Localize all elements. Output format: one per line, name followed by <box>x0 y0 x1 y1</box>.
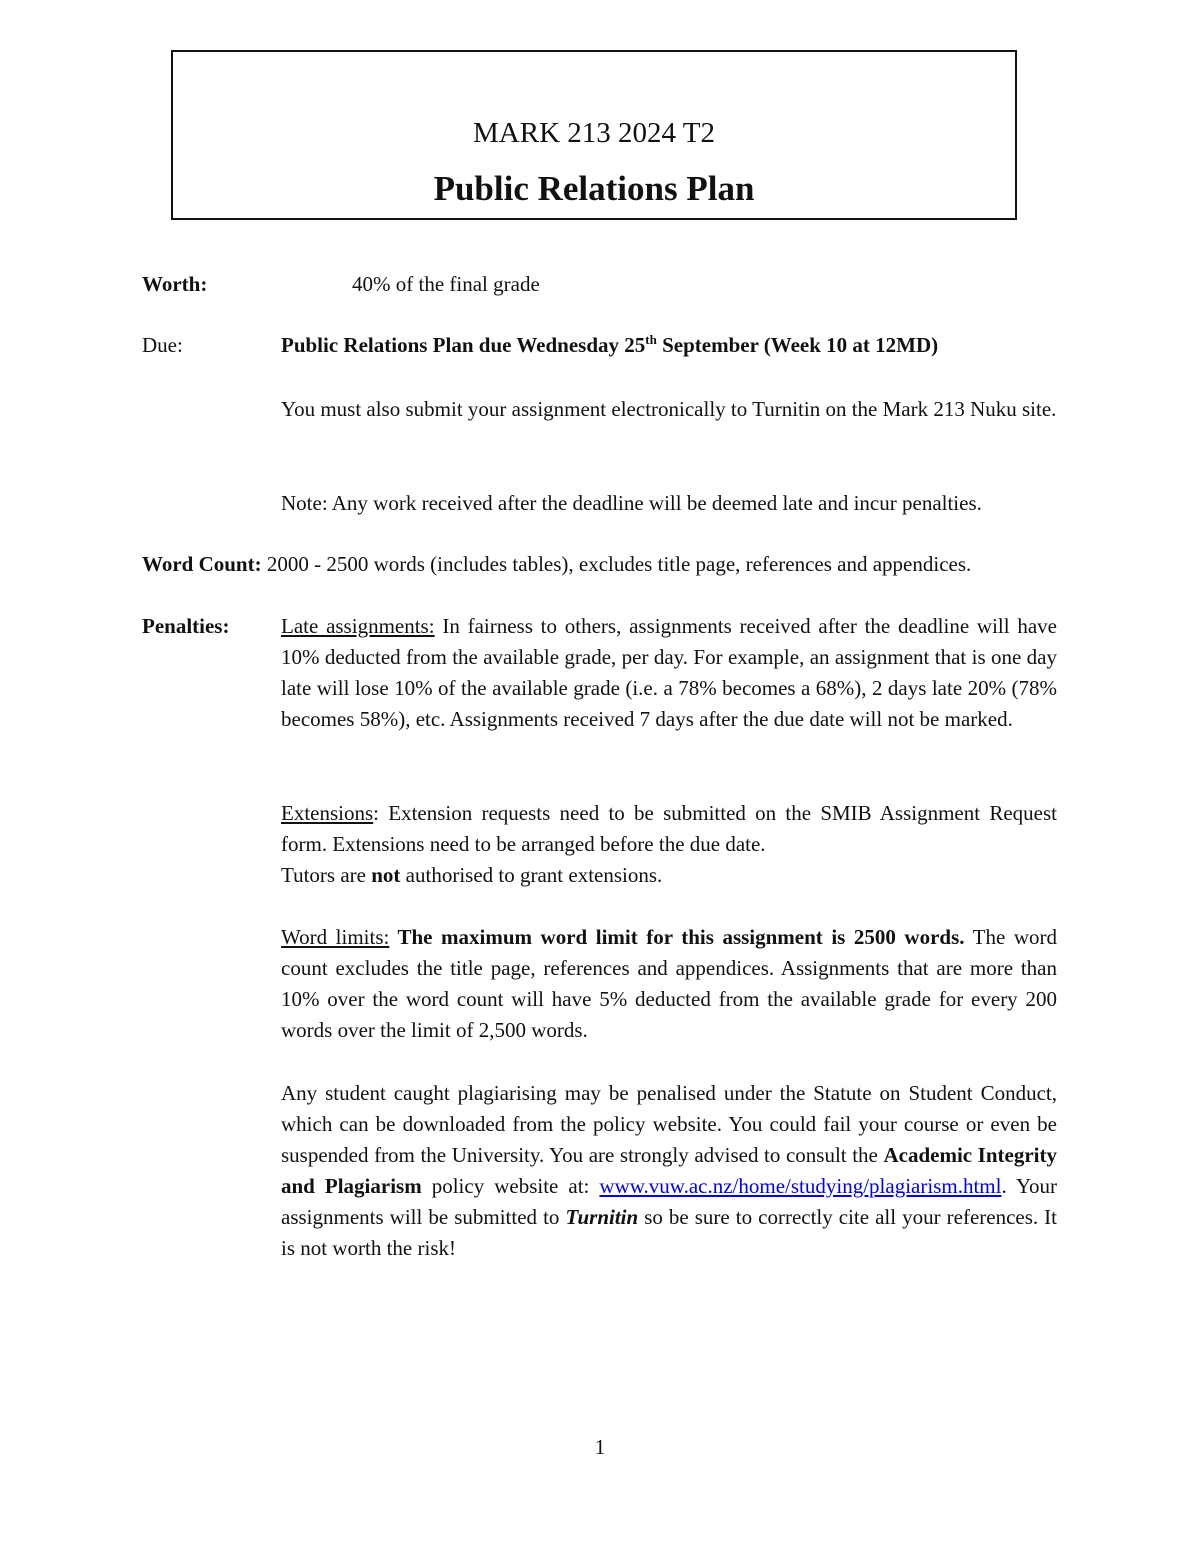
word-limits-bold: The maximum word limit for this assignment is 2500 words. <box>389 925 965 949</box>
plagiarism-policy-link[interactable]: www.vuw.ac.nz/home/studying/plagiarism.html <box>599 1174 1002 1198</box>
extensions-heading: Extensions <box>281 801 374 825</box>
course-code: MARK 213 2024 T2 <box>473 117 715 149</box>
title-box <box>171 50 1017 220</box>
due-date <box>281 330 1057 361</box>
due-date-text-a: Public Relations Plan due Wednesday 25 <box>281 333 646 357</box>
late-assignments-text: In fairness to others, assignments received after the deadline will have 10% deducted from the available grade, per day. For example, an assignment that is one day late will lose 10% of the available grade (i.e. a 78% becomes a 68%), 2 days late 20% (78% becomes 58%), etc. Assignments received 7 days after the due date will not be marked. <box>281 614 1057 731</box>
plagiarism-paragraph <box>281 1078 1057 1264</box>
plagiarism-text-c: . Your assignments will be submitted to <box>281 1174 1057 1229</box>
plagiarism-text-b: policy website at: <box>421 1174 600 1198</box>
word-count-row <box>142 549 1062 580</box>
plagiarism-policy-name: Academic Integrity and Plagiarism <box>281 1143 1057 1198</box>
submission-instructions: You must also submit your assignment electronically to Turnitin on the Mark 213 Nuku site. <box>281 397 1057 421</box>
word-limits-text: The word count excludes the title page, references and appendices. Assignments that are more than 10% over the word count will have 5% deducted from the available grade for every 200 words over the limit of 2,500 words. <box>281 925 1057 1042</box>
tutors-not: not <box>371 863 401 887</box>
late-assignments-paragraph <box>281 611 1057 735</box>
tutors-text-b: authorised to grant extensions. <box>400 863 663 887</box>
due-label: Due: <box>142 333 183 357</box>
worth-label: Worth: <box>142 272 208 296</box>
extensions-paragraph <box>281 798 1057 891</box>
word-limits-paragraph <box>281 922 1057 1046</box>
page-number: 1 <box>594 1435 606 1459</box>
turnitin-name: Turnitin <box>565 1205 639 1229</box>
word-count-label: Word Count: <box>142 552 262 576</box>
late-note: Note: Any work received after the deadline will be deemed late and incur penalties. <box>281 491 982 515</box>
word-limits-heading: Word limits: <box>281 925 390 949</box>
tutors-text-a: Tutors are <box>281 863 372 887</box>
plagiarism-text-a: Any student caught plagiarising may be penalised under the Statute on Student Conduct, which can be downloaded from the policy website. You could fail your course or even be suspended from the University. You are strongly advised to consult the <box>281 1081 1057 1167</box>
penalties-label: Penalties: <box>142 614 230 638</box>
late-assignments-heading: Late assignments: <box>281 614 435 638</box>
due-date-text-b: September (Week 10 at 12MD) <box>656 333 939 357</box>
extensions-text: : Extension requests need to be submitted on the SMIB Assignment Request form. Extensions need to be arranged before the due date. <box>281 801 1057 856</box>
plagiarism-text-d: so be sure to correctly cite all your references. It is not worth the risk! <box>281 1205 1057 1260</box>
word-count-value: 2000 - 2500 words (includes tables), excludes title page, references and appendices. <box>261 552 972 576</box>
worth-value: 40% of the final grade <box>352 272 540 296</box>
due-date-ordinal: th <box>645 332 657 347</box>
document-title: Public Relations Plan <box>433 169 755 208</box>
